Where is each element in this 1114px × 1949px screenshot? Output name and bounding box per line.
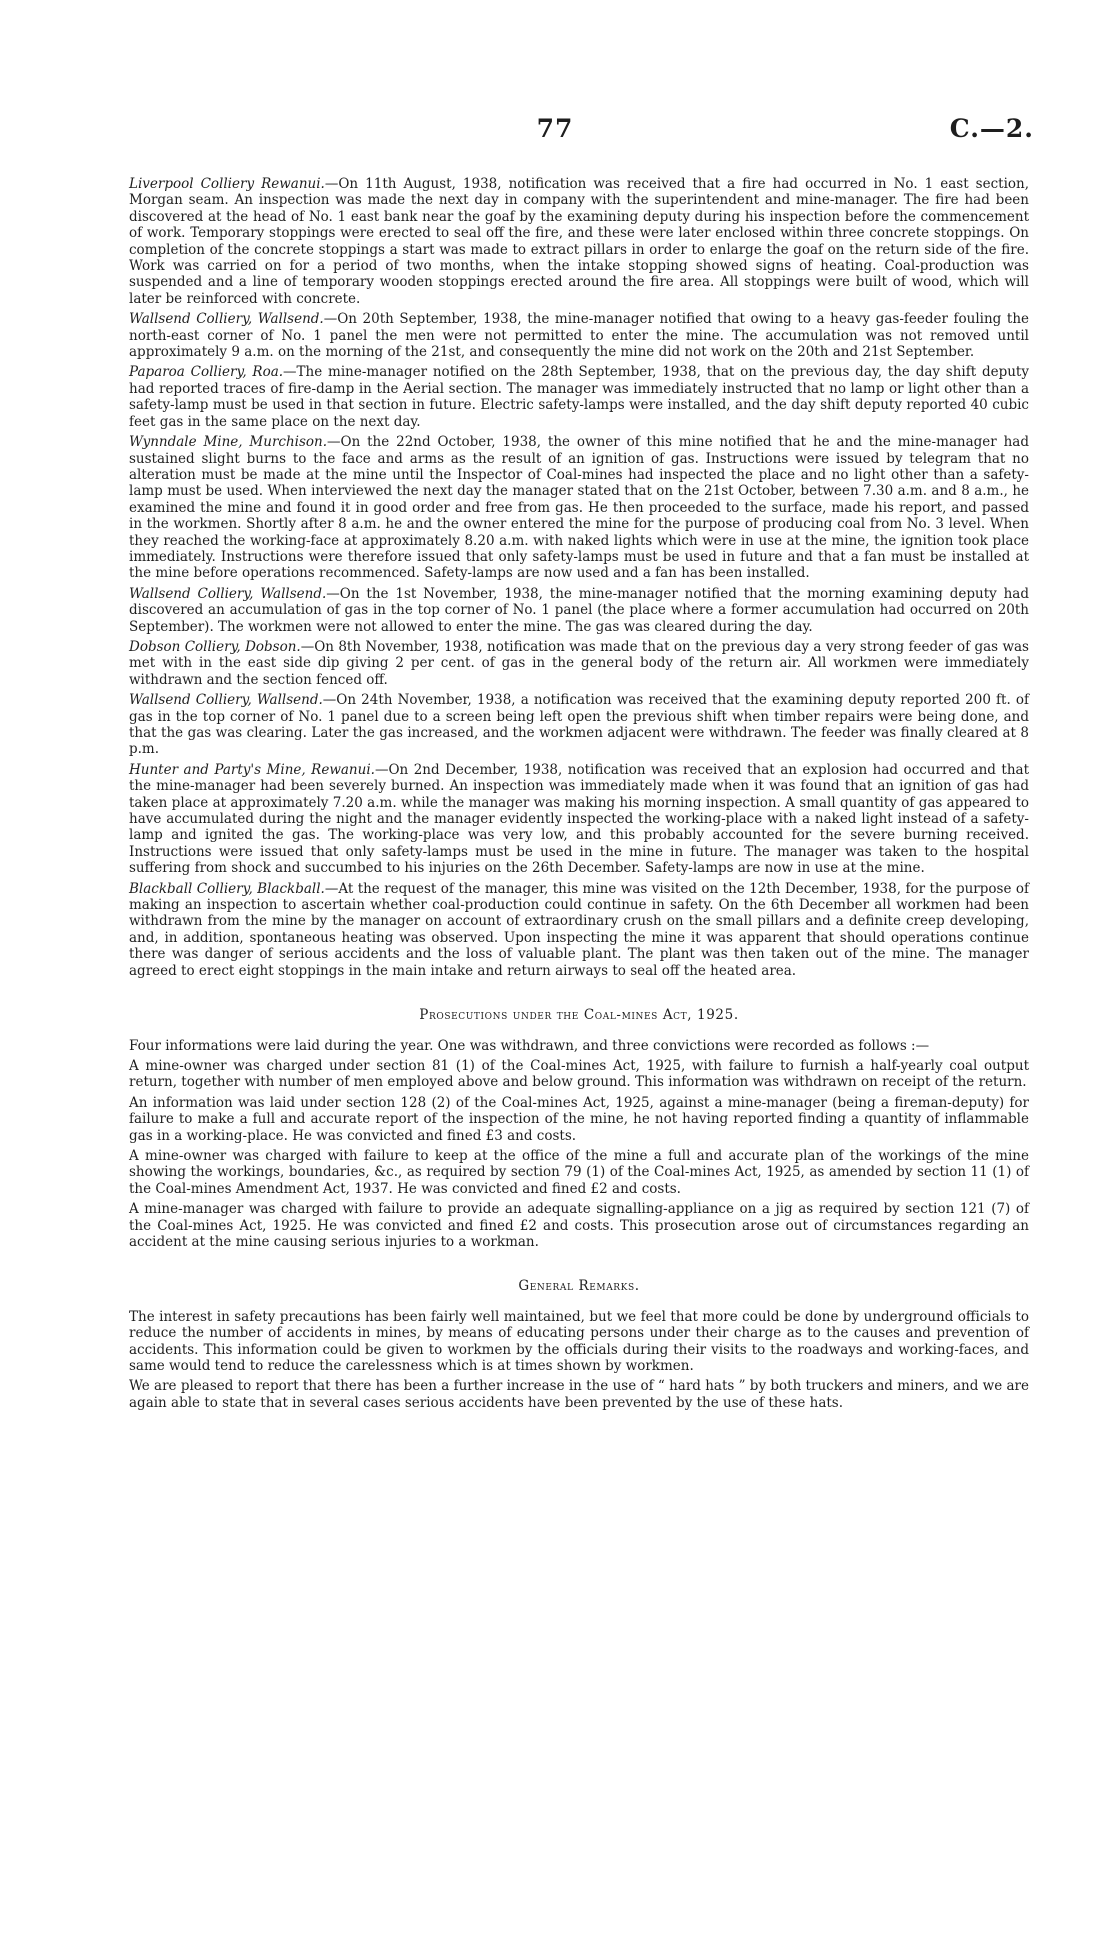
incident-paragraph bbox=[129, 364, 1029, 430]
incident-paragraph bbox=[129, 434, 1029, 582]
incident-lead: Wynndale Mine, Murchison. bbox=[129, 434, 328, 451]
prosecution-paragraph: A mine-owner was charged under section 81 (1) of the Coal-mines Act, 1925, with failure to furnish a half-yearly coal output return, together with number of men employed above and below ground. This information was withdrawn on receipt of the return. bbox=[129, 1057, 1029, 1091]
prosecution-paragraph: A mine-owner was charged with failure to keep at the office of the mine a full and accurate plan of the workings of the mine showing the workings, boundaries, &c., as required by section 79 (1) of the Coal-mines Act, 1925, as amended by section 11 (1) of the Coal-mines Amendment Act, 1937. He was convicted and fined £2 and costs. bbox=[129, 1147, 1029, 1197]
page-reference: C.—2. bbox=[949, 114, 1034, 143]
incident-paragraph bbox=[129, 639, 1029, 688]
general-remarks-heading: General Remarks. bbox=[518, 1278, 640, 1295]
incident-paragraph bbox=[129, 176, 1029, 307]
incident-paragraph bbox=[129, 586, 1029, 635]
incident-lead: Wallsend Colliery, Wallsend. bbox=[129, 692, 323, 709]
incident-text: —On the 1st November, 1938, the mine-manager notified that the morning examining deputy had discovered an accumulation of gas in the top corner of No. 1 panel (the place where a former accumulation had occurred on 20th September). The workmen were not allowed to enter the mine. The gas was cleared during the day. bbox=[129, 585, 1029, 635]
prosecution-paragraph: A mine-manager was charged with failure to provide an adequate signalling-appliance on a jig as required by section 121 (7) of the Coal-mines Act, 1925. He was convicted and fined £2 and costs. This prosecution arose out of circumstances regarding an accident at the mine causing serious injuries to a workman. bbox=[129, 1201, 1029, 1250]
incident-lead: Liverpool Colliery Rewanui. bbox=[129, 176, 325, 192]
remarks-paragraph: We are pleased to report that there has been a further increase in the use of “ hard hats ” by both truckers and miners, and we are again able to state that in several cases serious accidents have been prevented by the use of these hats. bbox=[129, 1378, 1029, 1411]
incident-paragraph bbox=[129, 692, 1029, 758]
incident-paragraph bbox=[129, 881, 1029, 979]
incident-lead: Blackball Colliery, Blackball. bbox=[129, 880, 325, 897]
incident-lead: Hunter and Party's Mine, Rewanui. bbox=[129, 761, 375, 778]
incident-paragraph bbox=[129, 311, 1029, 360]
incident-text: —On 11th August, 1938, notification was received that a fire had occurred in No. 1 east section, Morgan seam. An inspection was made the next day in company with the superintendent and mine-manager. The fire had been discovered at the head of No. 1 east bank near the goaf by the examining deputy during his inspection before the commencement of work. Temporary stoppings were erected to seal off the fire, and these were later enclosed within three concrete stoppings. On completion of the concrete stoppings a start was made to extract pillars in order to enlarge the goaf on the return side of the fire. Work was carried on for a period of two months, when the intake stopping showed signs of heating. Coal-production was suspended and a line of temporary wooden stoppings erected around the fire area. All stoppings were built of wood, which will later be reinforced with concrete. bbox=[129, 176, 1029, 307]
prosecution-paragraph: Four informations were laid during the year. One was withdrawn, and three convictions were recorded as follows :— bbox=[129, 1037, 930, 1054]
incident-text: —At the request of the manager, this mine was visited on the 12th December, 1938, for the purpose of making an inspection to ascertain whether coal-production could continue in safety. On the 6th December all workmen had been withdrawn from the mine by the manager on account of extraordinary crush on the small pillars and a definite creep developing, and, in addition, spontaneous heating was observed. Upon inspecting the mine it was apparent that should operations continue there was danger of serious accidents and the loss of valuable plant. The plant was then taken out of the mine. The manager agreed to erect eight stoppings in the main intake and return airways to seal off the heated area. bbox=[129, 880, 1030, 979]
prosecution-paragraph: An information was laid under section 128 (2) of the Coal-mines Act, 1925, against a mine-manager (being a fireman-deputy) for failure to make a full and accurate report of the inspection of the mine, he not having reported finding a quantity of inflammable gas in a working-place. He was convicted and fined £3 and costs. bbox=[129, 1094, 1029, 1144]
incident-text: —On 24th November, 1938, a notification was received that the examining deputy reported 200 ft. of gas in the top corner of No. 1 panel due to a screen being left open the previous shift when timber repairs were being done, and that the gas was clearing. Later the gas increased, and the workmen adjacent were withdrawn. The feeder was finally cleared at 8 p.m. bbox=[129, 692, 1029, 758]
incident-text: —On the 22nd October, 1938, the owner of this mine notified that he and the mine-manager had sustained slight burns to the face and arms as the result of an ignition of gas. Instructions were issued by telegram that no alteration must be made at the mine until the Inspector of Coal-mines had inspected the place and no light other than a safety-lamp must be used. When interviewed the next day the manager stated that on the 21st October, between 7.30 a.m. and 8 a.m., he examined the mine and found it in good order and free from gas. He then proceeded to the surface, made his report, and passed in the workmen. Shortly after 8 a.m. he and the owner entered the mine for the purpose of producing coal from No. 3 level. When they reached the working-face at approximately 8.20 a.m. with naked lights which were in use at the mine, the ignition took place immediately. Instructions were therefore issued that only safety-lamps must be used in future and that a fan must be installed at the mine before operations recommenced. Safety-lamps are now used and a fan has been installed. bbox=[129, 434, 1029, 582]
remarks-paragraph: The interest in safety precautions has been fairly well maintained, but we feel that more could be done by underground officials to reduce the number of accidents in mines, by means of educating persons under their charge as to the causes and prevention of accidents. This information could be given to workmen by the officials during their visits to the roadways and working-faces, and same would tend to reduce the carelessness which is at times shown by workmen. bbox=[129, 1308, 1029, 1374]
incident-text: —On 20th September, 1938, the mine-manager notified that owing to a heavy gas-feeder fouling the north-east corner of No. 1 panel the men were not permitted to enter the mine. The accumulation was not removed until approximately 9 a.m. on the morning of the 21st, and consequently the mine did not work on the 20th and 21st September. bbox=[129, 311, 1030, 361]
page-header bbox=[0, 114, 1114, 154]
incident-lead: Wallsend Colliery, Wallsend. bbox=[129, 311, 324, 328]
incident-paragraph bbox=[129, 762, 1029, 877]
prosecutions-heading: Prosecutions under the Coal-mines Act, 1925. bbox=[419, 1007, 739, 1024]
incident-lead: Paparoa Colliery, Roa. bbox=[129, 364, 284, 381]
incident-text: —On 2nd December, 1938, notification was received that an explosion had occurred and that the mine-manager had been severely burned. An inspection was immediately made when it was found that an ignition of gas had taken place at approximately 7.20 a.m. while the manager was making his morning inspection. A small quantity of gas appeared to have accumulated during the night and the manager evidently inspected the working-place with a naked light instead of a safety-lamp and ignited the gas. The working-place was very low, and this probably accounted for the severe burning received. Instructions were issued that only safety-lamps must be used in the mine in future. The manager was taken to the hospital suffering from shock and succumbed to his injuries on the 26th December. Safety-lamps are now in use at the mine. bbox=[129, 761, 1030, 877]
incident-text: —The mine-manager notified on the 28th September, 1938, that on the previous day, the day shift deputy had reported traces of fire-damp in the Aerial section. The manager was immediately instructed that no lamp or light other than a safety-lamp must be used in that section in future. Electric safety-lamps were installed, and the day shift deputy reported 40 cubic feet gas in the same place on the next day. bbox=[129, 364, 1029, 430]
incident-text: —On 8th November, 1938, notification was made that on the previous day a very strong feeder of gas was met with in the east side dip giving 2 per cent. of gas in the general body of the return air. All workmen were immediately withdrawn and the section fenced off. bbox=[129, 638, 1029, 688]
incident-lead: Wallsend Colliery, Wallsend. bbox=[129, 585, 327, 602]
report-body bbox=[129, 176, 1029, 1415]
page-number: 77 bbox=[536, 114, 574, 143]
incident-lead: Dobson Colliery, Dobson. bbox=[129, 638, 301, 655]
